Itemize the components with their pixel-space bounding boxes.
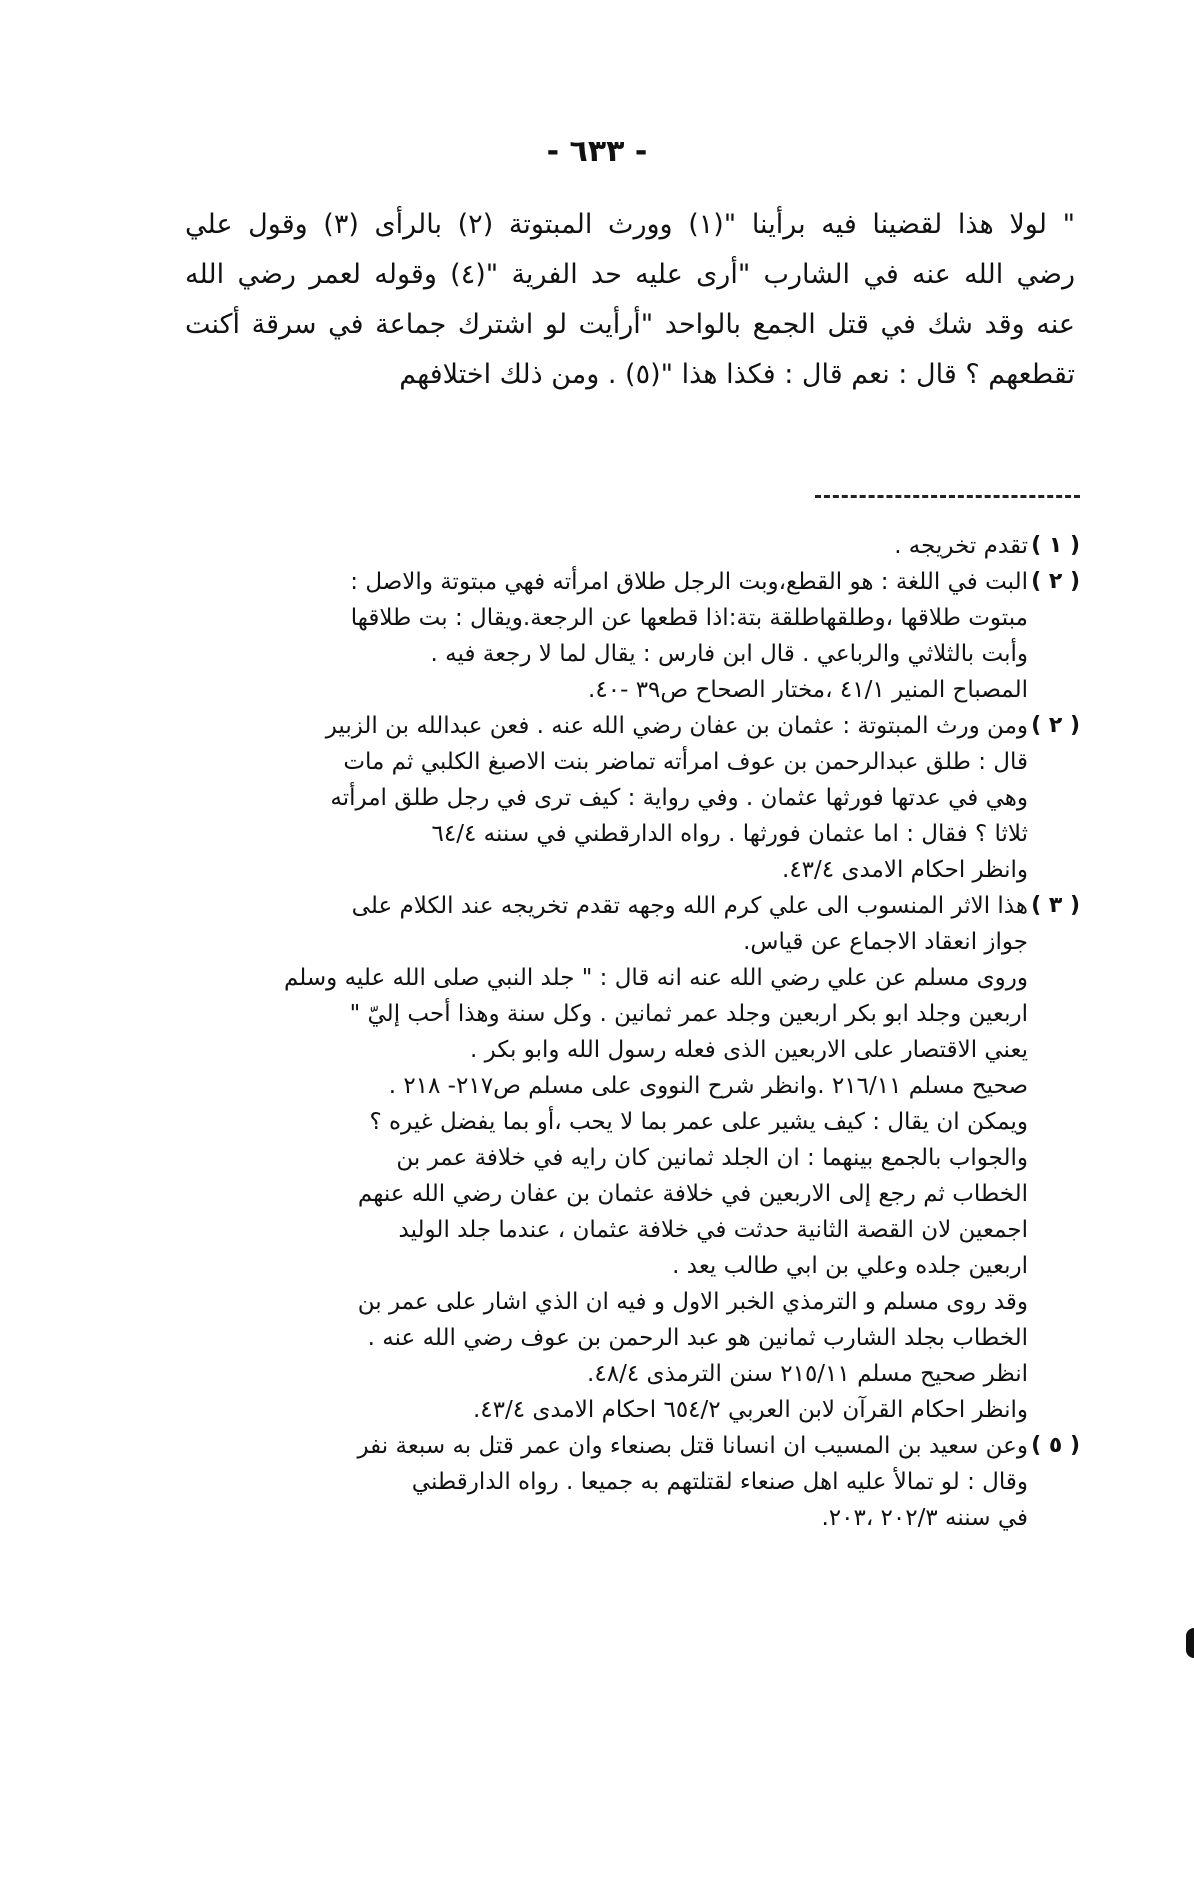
footnote-line: انظر صحيح مسلم ٢١٥/١١ سنن الترمذى ٤٨/٤. [587, 1361, 1028, 1387]
footnote-line: اربعين وجلد ابو بكر اربعين وجلد عمر ثمانين . وكل سنة وهذا أحب إليّ " [349, 1001, 1028, 1027]
footnote-line: ويمكن ان يقال : كيف يشير على عمر بما لا يحب ،أو بما يفضل غيره ؟ [369, 1109, 1028, 1135]
footnote-line: هذا الاثر المنسوب الى علي كرم الله وجهه تقدم تخريجه عند الكلام على [351, 893, 1028, 919]
footnote-line: وروى مسلم عن علي رضي الله عنه انه قال : " جلد النبي صلى الله عليه وسلم [283, 965, 1028, 991]
footnote [160, 888, 1080, 1428]
footnote-line: وأبت بالثلاثي والرباعي . قال ابن فارس : يقال لما لا رجعة فيه . [430, 641, 1028, 667]
footnote-line: وعن سعيد بن المسيب ان انسانا قتل بصنعاء وان عمر قتل به سبعة نفر [357, 1433, 1028, 1459]
footnote-line: الخطاب بجلد الشارب ثمانين هو عبد الرحمن بن عوف رضي الله عنه . [367, 1325, 1028, 1351]
footnote-line: وقد روى مسلم و الترمذي الخبر الاول و فيه ان الذي اشار على عمر بن [357, 1289, 1028, 1315]
footnote-line: تقدم تخريجه . [894, 533, 1028, 559]
footnote-line: وهي في عدتها فورثها عثمان . وفي رواية : كيف ترى في رجل طلق امرأته [330, 785, 1028, 811]
footnote-line: ثلاثا ؟ فقال : اما عثمان فورثها . رواه الدارقطني في سننه ٦٤/٤ [431, 821, 1028, 847]
footnote-line: جواز انعقاد الاجماع عن قياس. [743, 929, 1028, 955]
footnote-number: ( ١ ) [1031, 533, 1080, 558]
footnote-separator [815, 495, 1080, 498]
footnote-number: ( ٣ ) [1031, 893, 1080, 918]
footnote-line: مبتوت طلاقها ،وطلقهاطلقة بتة:اذا قطعها عن الرجعة.ويقال : بت طلاقها [350, 605, 1028, 631]
footnote-line: وانظر احكام القرآن لابن العربي ٦٥٤/٢ احكام الامدى ٤٣/٤. [472, 1397, 1028, 1423]
footnote-line: البت في اللغة : هو القطع،وبت الرجل طلاق امرأته فهي مبتوتة والاصل : [350, 569, 1028, 595]
main-text-line: رضي الله عنه في الشارب "أرى عليه حد الفرية "(٤) وقوله لعمر رضي الله [185, 259, 1075, 290]
footnotes [160, 528, 1080, 1536]
main-text-line: " لولا هذا لقضينا فيه برأينا "(١) وورث المبتوتة (٢) بالرأى (٣) وقول علي [185, 209, 1075, 240]
footnote-number: ( ٢ ) [1031, 713, 1080, 738]
footnote-line: اجمعين لان القصة الثانية حدثت في خلافة عثمان ، عندما جلد الوليد [398, 1217, 1028, 1243]
main-text-line: عنه وقد شك في قتل الجمع بالواحد "أرأيت لو اشترك جماعة في سرقة أكنت [185, 309, 1075, 340]
main-paragraph [185, 200, 1075, 400]
footnote-line: الخطاب ثم رجع إلى الاربعين في خلافة عثمان بن عفان رضي الله عنهم [357, 1181, 1028, 1207]
footnote-line: قال : طلق عبدالرحمن بن عوف امرأته تماضر بنت الاصبغ الكلبي ثم مات [343, 749, 1028, 775]
footnote-line: اربعين جلده وعلي بن ابي طالب يعد . [672, 1253, 1028, 1279]
scan-edge-mark [1186, 1628, 1194, 1658]
footnote-line: يعني الاقتصار على الاربعين الذى فعله رسول الله وابو بكر . [470, 1037, 1028, 1063]
page-number: - ٦٣٣ - [546, 134, 648, 169]
footnote [160, 528, 1080, 564]
footnote-number: ( ٢ ) [1031, 569, 1080, 594]
footnote-line: المصباح المنير ٤١/١ ،مختار الصحاح ص٣٩ -٤٠. [588, 677, 1028, 703]
footnote-line: ومن ورث المبتوتة : عثمان بن عفان رضي الله عنه . فعن عبدالله بن الزبير [325, 713, 1028, 739]
footnote [160, 564, 1080, 708]
footnote-number: ( ٥ ) [1031, 1433, 1080, 1458]
footnote [160, 708, 1080, 888]
footnote-line: وانظر احكام الامدى ٤٣/٤. [782, 857, 1028, 883]
footnote-line: في سننه ٢٠٢/٣ ،٢٠٣. [821, 1505, 1028, 1531]
footnote-line: وقال : لو تمالأ عليه اهل صنعاء لقتلتهم به جميعا . رواه الدارقطني [411, 1469, 1028, 1495]
footnote [160, 1428, 1080, 1536]
main-text-line: تقطعهم ؟ قال : نعم قال : فكذا هذا "(٥) . ومن ذلك اختلافهم [399, 359, 1075, 390]
footnote-line: والجواب بالجمع بينهما : ان الجلد ثمانين كان رايه في خلافة عمر بن [396, 1145, 1028, 1171]
footnote-line: صحيح مسلم ٢١٦/١١ .وانظر شرح النووى على مسلم ص٢١٧- ٢١٨ . [388, 1073, 1028, 1099]
